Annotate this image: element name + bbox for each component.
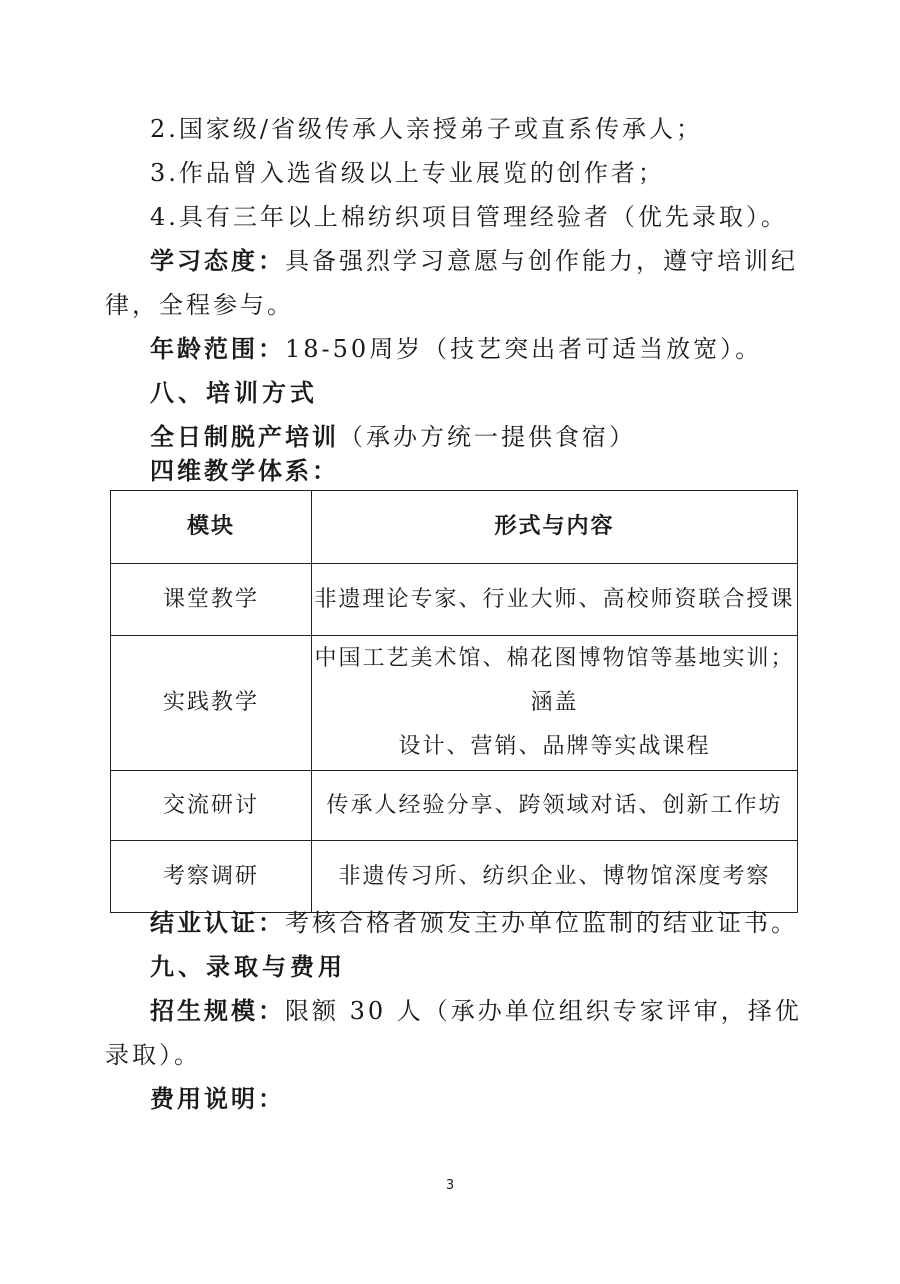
attitude-label: 学习态度：: [150, 246, 285, 275]
module-cell: 实践教学: [111, 636, 312, 771]
requirement-item-3: 3.作品曾入选省级以上专业展览的创作者；: [150, 159, 665, 187]
table-row: [111, 841, 798, 913]
table-row: [111, 771, 798, 841]
table-row: [111, 564, 798, 636]
age-label: 年龄范围：: [150, 334, 285, 363]
content-cell: 非遗传习所、纺织企业、博物馆深度考察: [312, 841, 798, 913]
fulltime-note: （承办方统一提供食宿）: [339, 423, 636, 451]
table-row: [111, 636, 798, 771]
table-header-row: [111, 491, 798, 564]
requirement-item-2: 2.国家级/省级传承人亲授弟子或直系传承人；: [150, 115, 703, 143]
module-cell: 考察调研: [111, 841, 312, 913]
attitude-text: 具备强烈学习意愿与创作能力，遵守培训纪: [285, 247, 798, 275]
header-module: 模块: [111, 491, 312, 564]
section-8-heading: 八、培训方式: [150, 379, 318, 407]
scale-text-continued: 录取）。: [105, 1041, 201, 1069]
requirement-item-4: 4.具有三年以上棉纺织项目管理经验者（优先录取）。: [150, 203, 788, 231]
attitude-paragraph: [150, 244, 850, 278]
module-cell: 课堂教学: [111, 564, 312, 636]
age-paragraph: [150, 332, 850, 366]
certification-paragraph: [150, 906, 850, 940]
content-line: 中国工艺美术馆、棉花图博物馆等基地实训；涵盖: [314, 646, 795, 715]
module-cell: 交流研讨: [111, 771, 312, 841]
content-cell: [312, 636, 798, 771]
certification-text: 考核合格者颁发主办单位监制的结业证书。: [285, 909, 798, 937]
teaching-modules-table: [110, 490, 798, 913]
scale-label: 招生规模：: [150, 996, 285, 1025]
content-cell: 非遗理论专家、行业大师、高校师资联合授课: [312, 564, 798, 636]
header-content: 形式与内容: [312, 491, 798, 564]
certification-label: 结业认证：: [150, 908, 285, 937]
page-number: 3: [445, 1178, 455, 1193]
section-9-heading: 九、录取与费用: [150, 953, 346, 981]
fulltime-label: 全日制脱产培训: [150, 422, 339, 451]
scale-text: 限额 30 人（承办单位组织专家评审，择优: [285, 997, 802, 1025]
age-text: 18-50周岁（技艺突出者可适当放宽）。: [285, 335, 763, 363]
fee-label: 费用说明：: [150, 1084, 285, 1113]
teaching-system-label: 四维教学体系：: [150, 456, 339, 485]
scale-paragraph: [150, 994, 850, 1028]
attitude-text-continued: 律，全程参与。: [105, 291, 294, 319]
content-line: 设计、营销、品牌等实战课程: [398, 734, 711, 759]
content-cell: 传承人经验分享、跨领域对话、创新工作坊: [312, 771, 798, 841]
fulltime-paragraph: [150, 420, 850, 454]
